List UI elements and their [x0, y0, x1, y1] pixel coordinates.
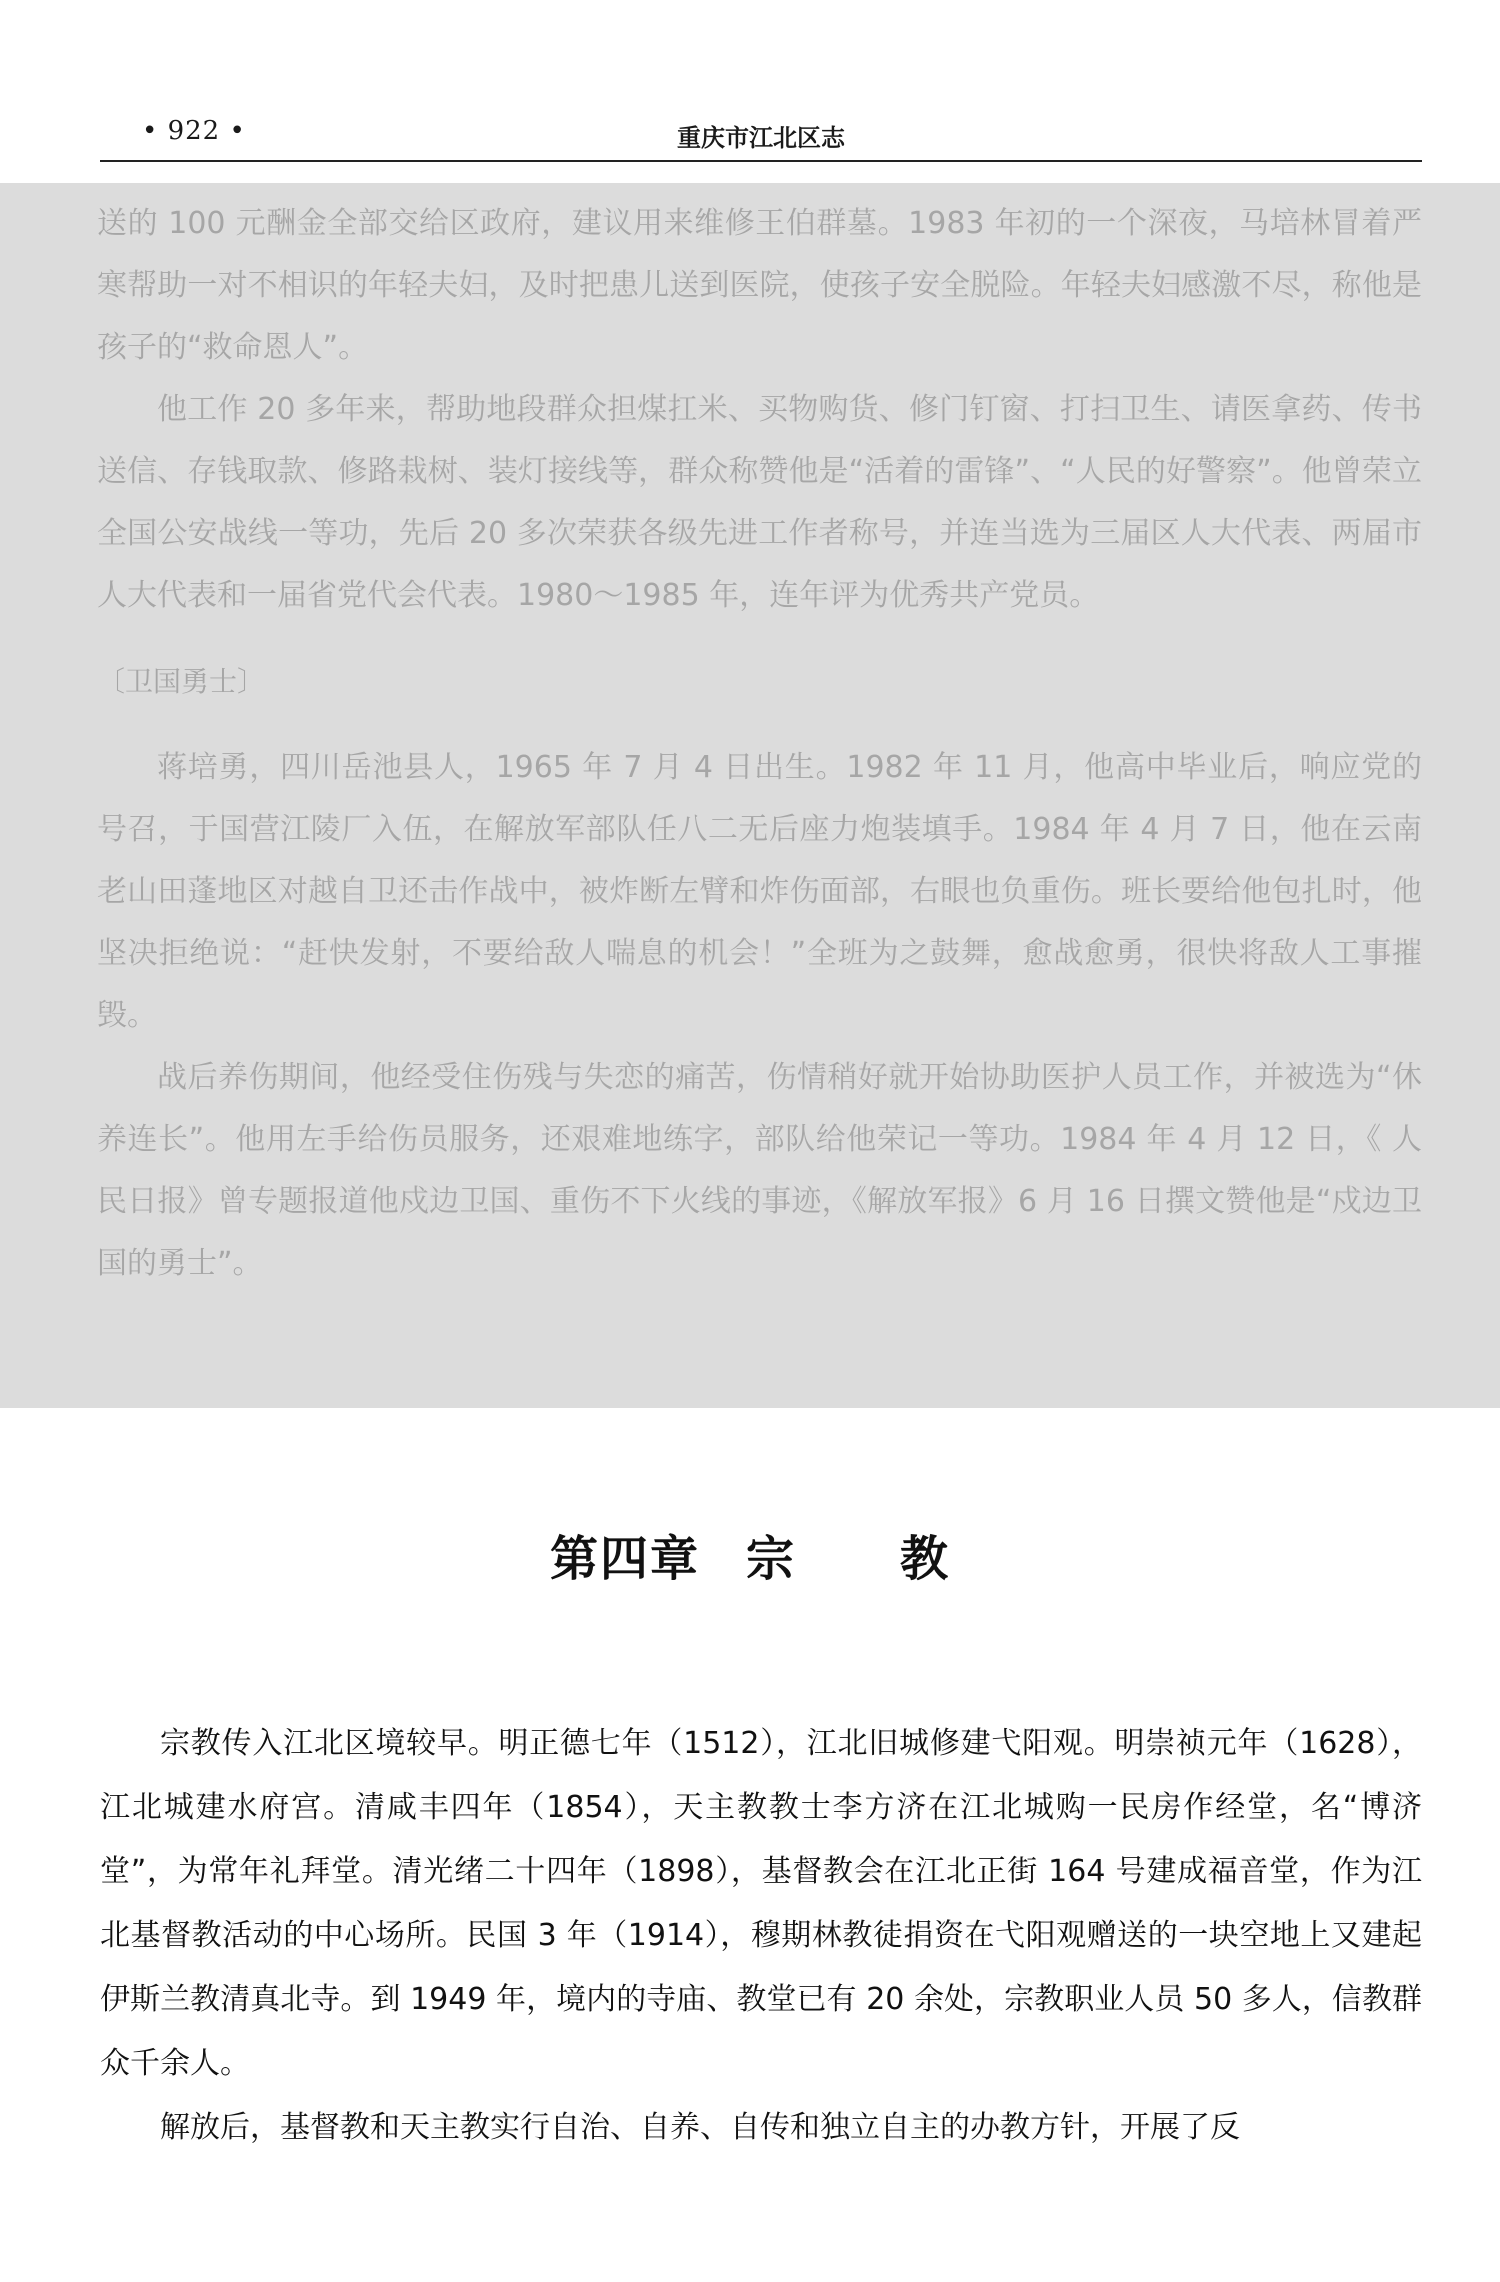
- body-paragraph-1: 宗教传入江北区境较早。明正德七年（1512），江北旧城修建弋阳观。明崇祯元年（1628），江北城建水府宫。清咸丰四年（1854），天主教教士李方济在江北城购一民房作经堂，名“博济堂”，为常年礼拜堂。清光绪二十四年（1898），基督教会在江北正街 164 号建成福音堂，作为江北基督教活动的中心场所。民国 3 年（1914），穆期林教徒捐资在弋阳观赠送的一块空地上又建起伊斯兰教清真北寺。到 1949 年，境内的寺庙、教堂已有 20 余处，宗教职业人员 50 多人，信教群众千余人。: [100, 1726, 1422, 2081]
- chapter-name-char-2: 教: [900, 1531, 951, 1587]
- book-title: 重庆市江北区志: [677, 124, 845, 152]
- shaded-paragraph-1: 送的 100 元酬金全部交给区政府，建议用来维修王伯群墓。1983 年初的一个深夜，马培林冒着严寒帮助一对不相识的年轻夫妇，及时把患儿送到医院，使孩子安全脱险。年轻夫妇感激不尽，称他是孩子的“救命恩人”。: [97, 206, 1422, 365]
- shaded-paragraph-2: 他工作 20 多年来，帮助地段群众担煤扛米、买物购货、修门钉窗、打扫卫生、请医拿药、传书送信、存钱取款、修路栽树、装灯接线等，群众称赞他是“活着的雷锋”、“人民的好警察”。他曾荣立全国公安战线一等功，先后 20 多次荣获各级先进工作者称号，并连当选为三届区人大代表、两届市人大代表和一届省党代会代表。1980～1985 年，连年评为优秀共产党员。: [97, 392, 1422, 613]
- page-number: • 922 •: [142, 116, 246, 146]
- chapter-number: 第四章: [549, 1531, 700, 1587]
- body-paragraph-2: 解放后，基督教和天主教实行自治、自养、自传和独立自主的办教方针，开展了反: [160, 2110, 1240, 2145]
- chapter-title: [0, 1520, 1500, 1589]
- page-header: [100, 112, 1422, 162]
- body-text: [100, 1712, 1422, 2160]
- shaded-text-block: [97, 193, 1422, 1295]
- shaded-paragraph-4: 战后养伤期间，他经受住伤残与失恋的痛苦，伤情稍好就开始协助医护人员工作，并被选为“休养连长”。他用左手给伤员服务，还艰难地练字，部队给他荣记一等功。1984 年 4 月 12 日，《 人民日报》曾专题报道他戍边卫国、重伤不下火线的事迹，《解放军报》6 月 16 日撰文赞他是“戍边卫国的勇士”。: [97, 1060, 1422, 1281]
- shaded-paragraph-3: 蒋培勇，四川岳池县人，1965 年 7 月 4 日出生。1982 年 11 月，他高中毕业后，响应党的号召，于国营江陵厂入伍，在解放军部队任八二无后座力炮装填手。1984 年 4 月 7 日，他在云南老山田蓬地区对越自卫还击作战中，被炸断左臂和炸伤面部，右眼也负重伤。班长要给他包扎时，他坚决拒绝说：“赶快发射，不要给敌人喘息的机会！”全班为之鼓舞，愈战愈勇，很快将敌人工事摧毁。: [97, 750, 1422, 1033]
- chapter-name-char-1: 宗: [745, 1531, 796, 1587]
- section-subheading: 〔卫国勇士〕: [97, 665, 266, 698]
- shaded-section: [0, 183, 1500, 1408]
